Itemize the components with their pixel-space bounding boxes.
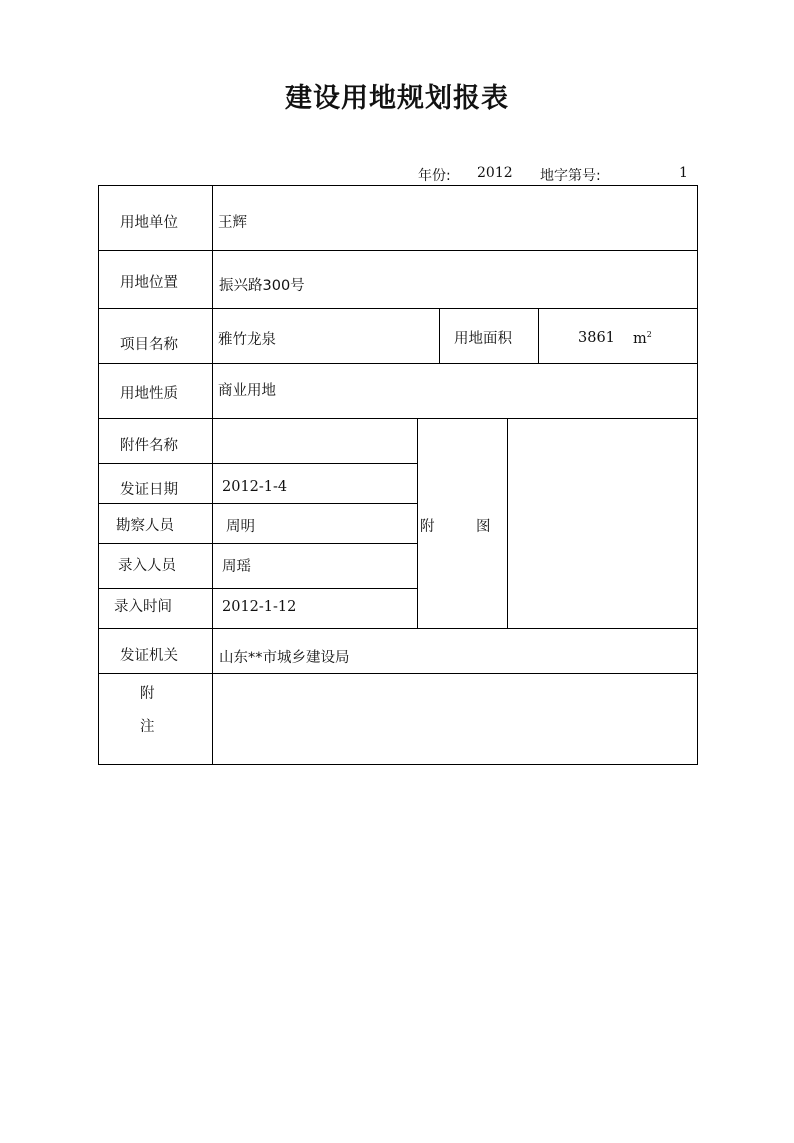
- attachment-name-label: 附件名称: [120, 438, 178, 454]
- land-unit-value: 王辉: [218, 215, 247, 231]
- number-value: 1: [679, 165, 688, 181]
- entry-time-label: 录入时间: [114, 599, 172, 615]
- surveyor-value: 周明: [226, 519, 255, 535]
- issuing-authority-label: 发证机关: [120, 648, 178, 664]
- number-label: 地字第号:: [540, 168, 601, 184]
- entry-person-label: 录入人员: [118, 558, 176, 574]
- remarks-label-1: 附: [140, 686, 155, 702]
- year-label: 年份:: [418, 168, 451, 184]
- project-name-value: 雅竹龙泉: [218, 332, 276, 348]
- land-location-label: 用地位置: [120, 275, 178, 291]
- land-nature-label: 用地性质: [120, 386, 178, 402]
- year-value: 2012: [477, 165, 513, 181]
- entry-person-value: 周瑶: [222, 559, 251, 575]
- land-area-unit: $m^2$: [633, 330, 652, 347]
- land-location-value: 振兴路300号: [219, 278, 305, 294]
- remarks-label-2: 注: [140, 719, 155, 735]
- attached-map-label-1: 附: [420, 519, 435, 535]
- land-area-value: 3861: [578, 330, 615, 346]
- attached-map-label-2: 图: [476, 519, 491, 535]
- land-area-label: 用地面积: [454, 331, 512, 347]
- entry-time-value: 2012-1-12: [222, 599, 297, 615]
- project-name-label: 项目名称: [120, 337, 178, 353]
- document-title: 建设用地规划报表: [285, 83, 509, 114]
- land-unit-label: 用地单位: [120, 215, 178, 231]
- surveyor-label: 勘察人员: [116, 518, 174, 534]
- issue-date-value: 2012-1-4: [222, 479, 288, 495]
- issuing-authority-value: 山东**市城乡建设局: [219, 650, 350, 666]
- issue-date-label: 发证日期: [120, 482, 178, 498]
- land-nature-value: 商业用地: [218, 383, 276, 399]
